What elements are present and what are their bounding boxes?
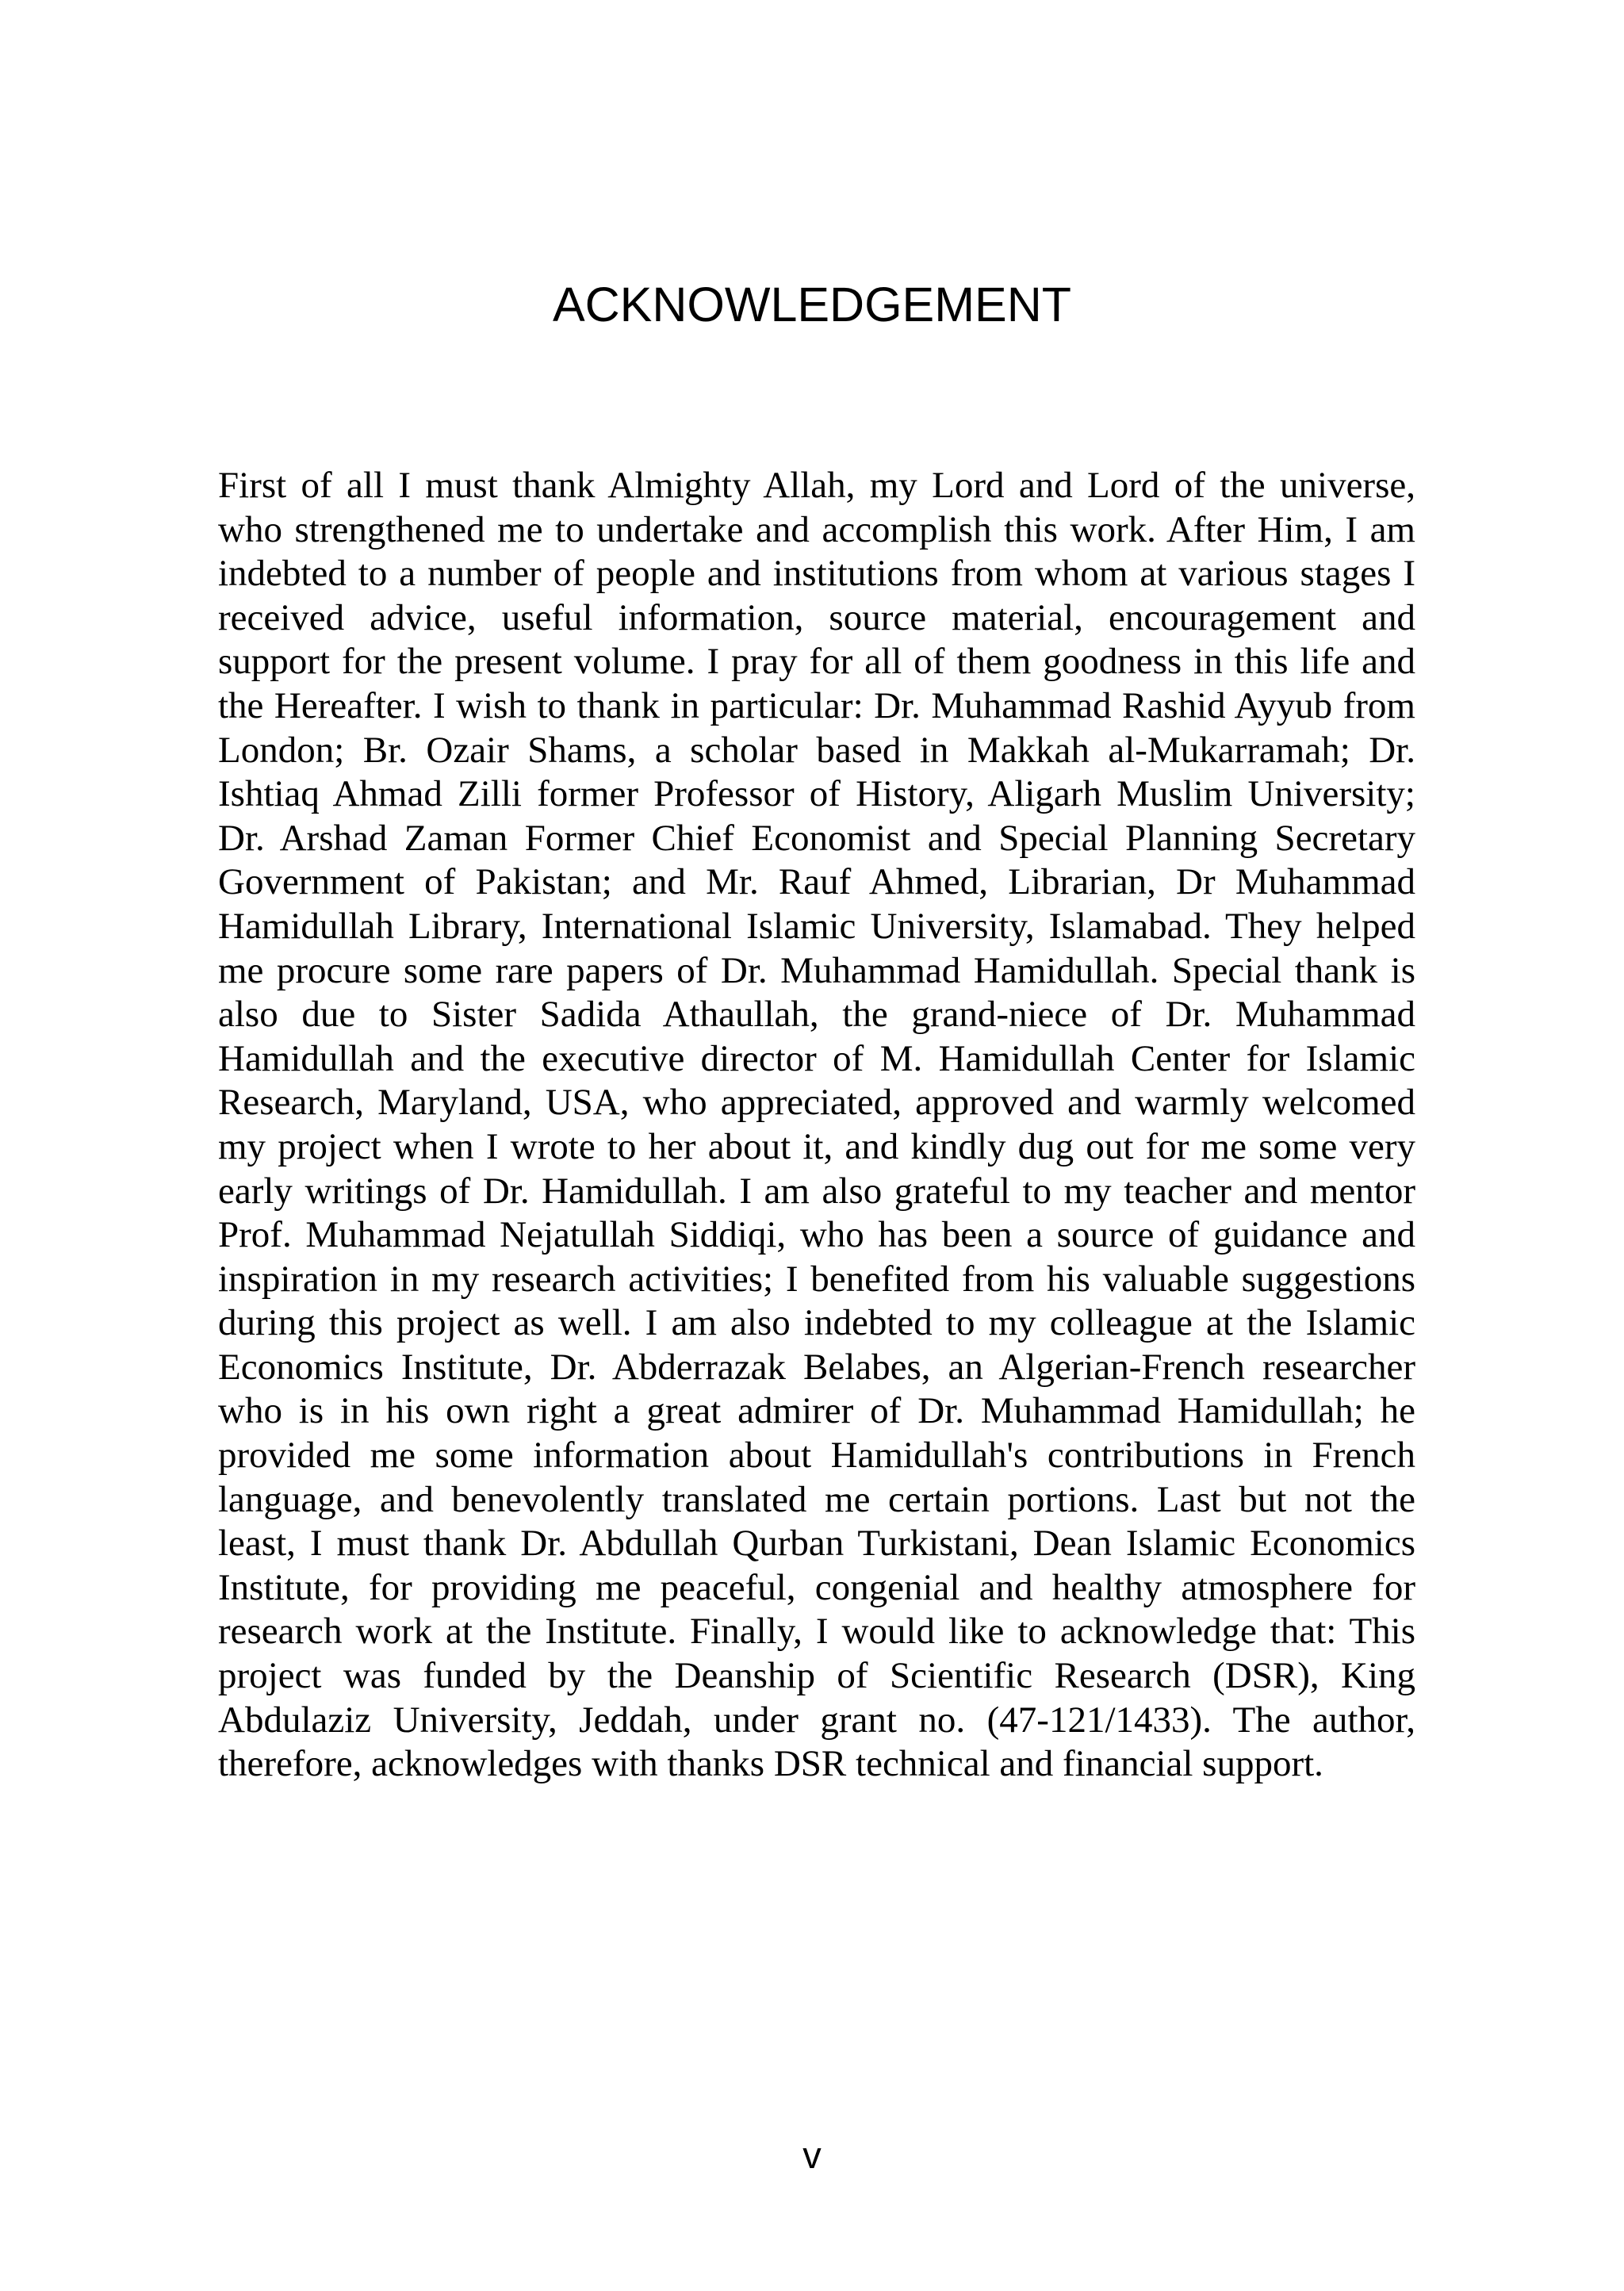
page-title: ACKNOWLEDGEMENT xyxy=(552,278,1072,331)
page-number: v xyxy=(802,2134,822,2176)
acknowledgement-paragraph: First of all I must thank Almighty Allah, my Lord and Lord of the universe, who strengthened me to undertake and accomplish this work. After Him, I am indebted to a number of people and institutions from whom at various stages I received advice, useful information, source material, encouragement and support for the present volume. I pray for all of them goodness in this life and the Hereafter. I wish to thank in particular: Dr. Muhammad Rashid Ayyub from London; Br. Ozair Shams, a scholar based in Makkah al-Mukarramah; Dr. Ishtiaq Ahmad Zilli former Professor of History, Aligarh Muslim University; Dr. Arshad Zaman Former Chief Economist and Special Planning Secretary Government of Pakistan; and Mr. Rauf Ahmed, Librarian, Dr Muhammad Hamidullah Library, International Islamic University, Islamabad. They helped me procure some rare papers of Dr. Muhammad Hamidullah. Special thank is also due to Sister Sadida Athaullah, the grand-niece of Dr. Muhammad Hamidullah and the executive director of M. Hamidullah Center for Islamic Research, Maryland, USA, who appreciated, approved and warmly welcomed my project when I wrote to her about it, and kindly dug out for me some very early writings of Dr. Hamidullah. I am also grateful to my teacher and mentor Prof. Muhammad Nejatullah Siddiqi, who has been a source of guidance and inspiration in my research activities; I benefited from his valuable suggestions during this project as well. I am also indebted to my colleague at the Islamic Economics Institute, Dr. Abderrazak Belabes, an Algerian-French researcher who is in his own right a great admirer of Dr. Muhammad Hamidullah; he provided me some information about Hamidullah's contributions in French language, and benevolently translated me certain portions. Last but not the least, I must thank Dr. Abdullah Qurban Turkistani, Dean Islamic Economics Institute, for providing me peaceful, congenial and healthy atmosphere for research work at the Institute. Finally, I would like to acknowledge that: This project was funded by the Deanship of Scientific Research (DSR), King Abdulaziz University, Jeddah, under grant no. (47-121/1433). The author, therefore, acknowledges with thanks DSR technical and financial support. xyxy=(218,465,1415,1785)
